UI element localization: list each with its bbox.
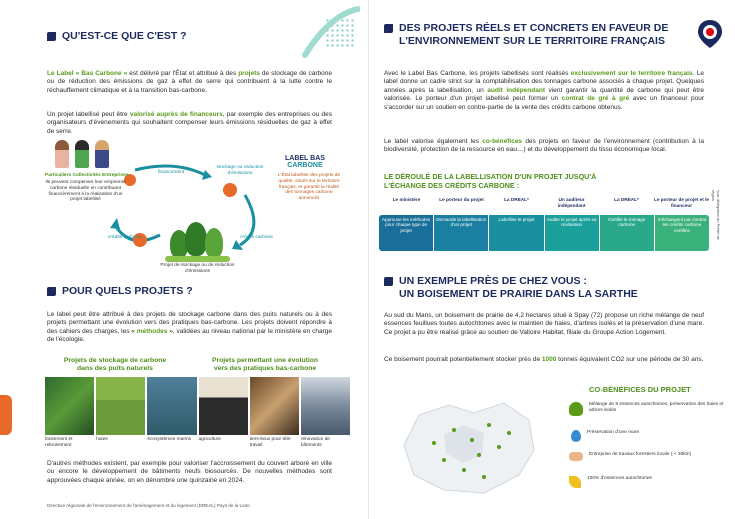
- leaf-icon: [569, 476, 581, 488]
- person-icon: [95, 140, 109, 168]
- cobenefit-item: Mélange de 9 essences autochtones, préservation des haies et arbres isolés: [569, 402, 724, 416]
- step-head: Le porteur du projet: [439, 197, 484, 202]
- step-head: Le ministère: [392, 197, 421, 202]
- source-credit: Direction régionale de l'environnement de l'aménagement et du logement (DREAL) Pays de la Loire: [47, 503, 250, 508]
- cobenefit-item: 100% d'essences autochtones: [569, 476, 724, 488]
- projects-paragraph: Le label peut être attribué à des projets de stockage carbone dans des puits naturels ou à des projets permettant une évolution vers des pratiques bas-carbone. Les projets doivent répondre à des cahiers des charges, les « méthodes », validées au niveau national par le ministère en charge de l'écologie.: [47, 311, 332, 344]
- cobenefits-paragraph: Le label valorise également les co-bénéfices des projets en faveur de l'environnement (contribution à la biodiversité, protection de la ressource en eau…) et du développement du tissu économique local.: [384, 138, 704, 154]
- storage-paragraph: Ce boisement pourrait potentiellement stocker près de 1000 tonnes équivalent CO2 sur une période de 30 ans.: [384, 356, 704, 363]
- sarthe-map: [384, 385, 549, 505]
- other-methods-paragraph: D'autres méthodes existent, par exemple pour valoriser l'accroissement du couvert arboré en ville ou encore le développement de bâtiments neufs biosourcés. De nouvelles méthodes sont approuvées chaque année, on en dénombre une quinzaine en 2024.: [47, 460, 332, 484]
- decorative-swoosh: [300, 5, 360, 60]
- photo-strip: [45, 377, 350, 435]
- forest-illustration: [165, 222, 230, 262]
- step-box: Approuve les méthodes pour chaque type de projet: [379, 215, 433, 251]
- credits-left: crédits carbone: [108, 235, 141, 240]
- actors-icons: [55, 140, 125, 170]
- france-location-icon: [694, 18, 726, 50]
- step-head: La DREAL*: [614, 197, 639, 202]
- photo-captions: boisement et reboisement haies écosystèmes marins agriculture tiers-lieux pour télé-travail rénovation de bâtiments: [45, 437, 330, 448]
- actors-text: Ils peuvent compenser leur empreinte carbone résiduelle en contribuant financièrement à la réalisation d'un projet labellisé: [45, 180, 126, 203]
- section-title-projects: POUR QUELS PROJETS ?: [47, 285, 297, 298]
- cobenefit-item: Préservation d'une mare: [569, 430, 724, 442]
- tree-icon: [569, 402, 583, 416]
- financement-label: financement: [158, 170, 185, 175]
- category-low-carbon: Projets permettant une évolution vers des pratiques bas-carbone: [211, 357, 319, 372]
- step-box: S'échangent par contrat les crédits carbone certifiés: [655, 215, 709, 251]
- process-steps: [379, 197, 709, 257]
- financing-paragraph: Un projet labellisé peut être valorisé auprès de financeurs, par exemple des entreprises ou des organisateurs d'évènements qui souhaitent compenser leurs émissions résiduelles de gaz à effet de serre.: [47, 111, 333, 135]
- stockage-label: stockage ou réduction d'émissions: [216, 165, 264, 176]
- example-paragraph: Au sud du Mans, un boisement de prairie de 4,2 hectares situé à Spay (72) propose un riche mélange de neuf essences feuillues toutes autochtones avec le maintien de haies, d'arbres isolés et la préservation d'une mare. Ce projet a pu être réalisé grâce au soutien de Valloire Habitat, filiale du Groupe Action Logement.: [384, 312, 704, 336]
- person-icon: [55, 140, 69, 168]
- right-page: [368, 0, 735, 519]
- step-box: Audite le projet après sa réalisation: [545, 215, 599, 251]
- photo-marine: [147, 377, 196, 435]
- left-page: [0, 0, 367, 519]
- photo-coworking: [250, 377, 299, 435]
- water-drop-icon: [571, 430, 581, 442]
- step-head: La DREAL*: [504, 197, 529, 202]
- label-description: L'État labellise des projets de qualité, situés sur le territoire français, et garantit la réalité des tonnages carbone annoncés: [277, 173, 341, 202]
- handshake-icon: [569, 452, 583, 461]
- label-diagram: [40, 140, 340, 275]
- step-box: Labellise le projet: [489, 215, 543, 251]
- person-icon: [75, 140, 89, 168]
- credits-right: crédits carbone: [240, 235, 273, 240]
- step-head: Le porteur de projet et le financeur: [654, 197, 709, 208]
- orange-deco: [0, 395, 12, 435]
- label-bas-carbone-logo: LABEL BAS CARBONE: [285, 155, 325, 169]
- photo-hedges: [96, 377, 145, 435]
- section-title-what: QU'EST-CE QUE C'EST ?: [47, 30, 297, 43]
- step-head: Un auditeur indépendant: [557, 197, 586, 208]
- section-title-example: UN EXEMPLE PRÈS DE CHEZ VOUS : UN BOISEMENT DE PRAIRIE DANS LA SARTHE: [384, 275, 704, 301]
- process-title: LE DÉROULÉ DE LA LABELLISATION D'UN PROJET JUSQU'À L'ÉCHANGE DES CRÉDITS CARBONE :: [384, 172, 597, 190]
- project-label: Projet de stockage ou de réduction d'émissions: [160, 263, 235, 274]
- photo-building: [301, 377, 350, 435]
- real-projects-paragraph: Avec le Label Bas Carbone, les projets labellisés sont réalisés exclusivement sur le territoire français. Le label donne un cadre strict sur la comptabilisation des tonnages carbone associés à chaque projet. Quelques années après la labellisation, un audit indépendant vient garantir la quantité de carbone qui peut être valorisée. Le porteur d'un projet labellisé peut former un contrat de gré à gré avec un financeur pour s'accorder sur un soutien en contre-partie de la vente des crédits carbone obtenus.: [384, 70, 705, 111]
- photo-agriculture: [199, 377, 248, 435]
- intro-paragraph: Le Label « Bas Carbone » est délivré par l'État et attribué à des projets de stockage de carbone ou de réduction des émissions de gaz à effet de serre qui contribuent à la lutte contre le réchauffement climatique et à la transition bas-carbone.: [47, 70, 332, 94]
- photo-forest: [45, 377, 94, 435]
- process-footnote: *par délégation du Préfet de région: [711, 190, 721, 240]
- category-natural-sinks: Projets de stockage de carbone dans des puits naturels: [63, 357, 167, 372]
- cobenefits-title: CO-BÉNÉFICES DU PROJET: [589, 385, 691, 394]
- step-box: Demande la labellisation d'un projet: [434, 215, 488, 251]
- actors-names: Particuliers Collectivités Entreprises: [45, 173, 129, 178]
- step-box: Certifie le tonnage carbone: [600, 215, 654, 251]
- section-title-real-projects: DES PROJETS RÉELS ET CONCRETS EN FAVEUR DE L'ENVIRONNEMENT SUR LE TERRITOIRE FRANÇAIS: [384, 22, 684, 48]
- cobenefit-item: Entreprise de travaux forestiers locale ( < 30km): [569, 452, 724, 461]
